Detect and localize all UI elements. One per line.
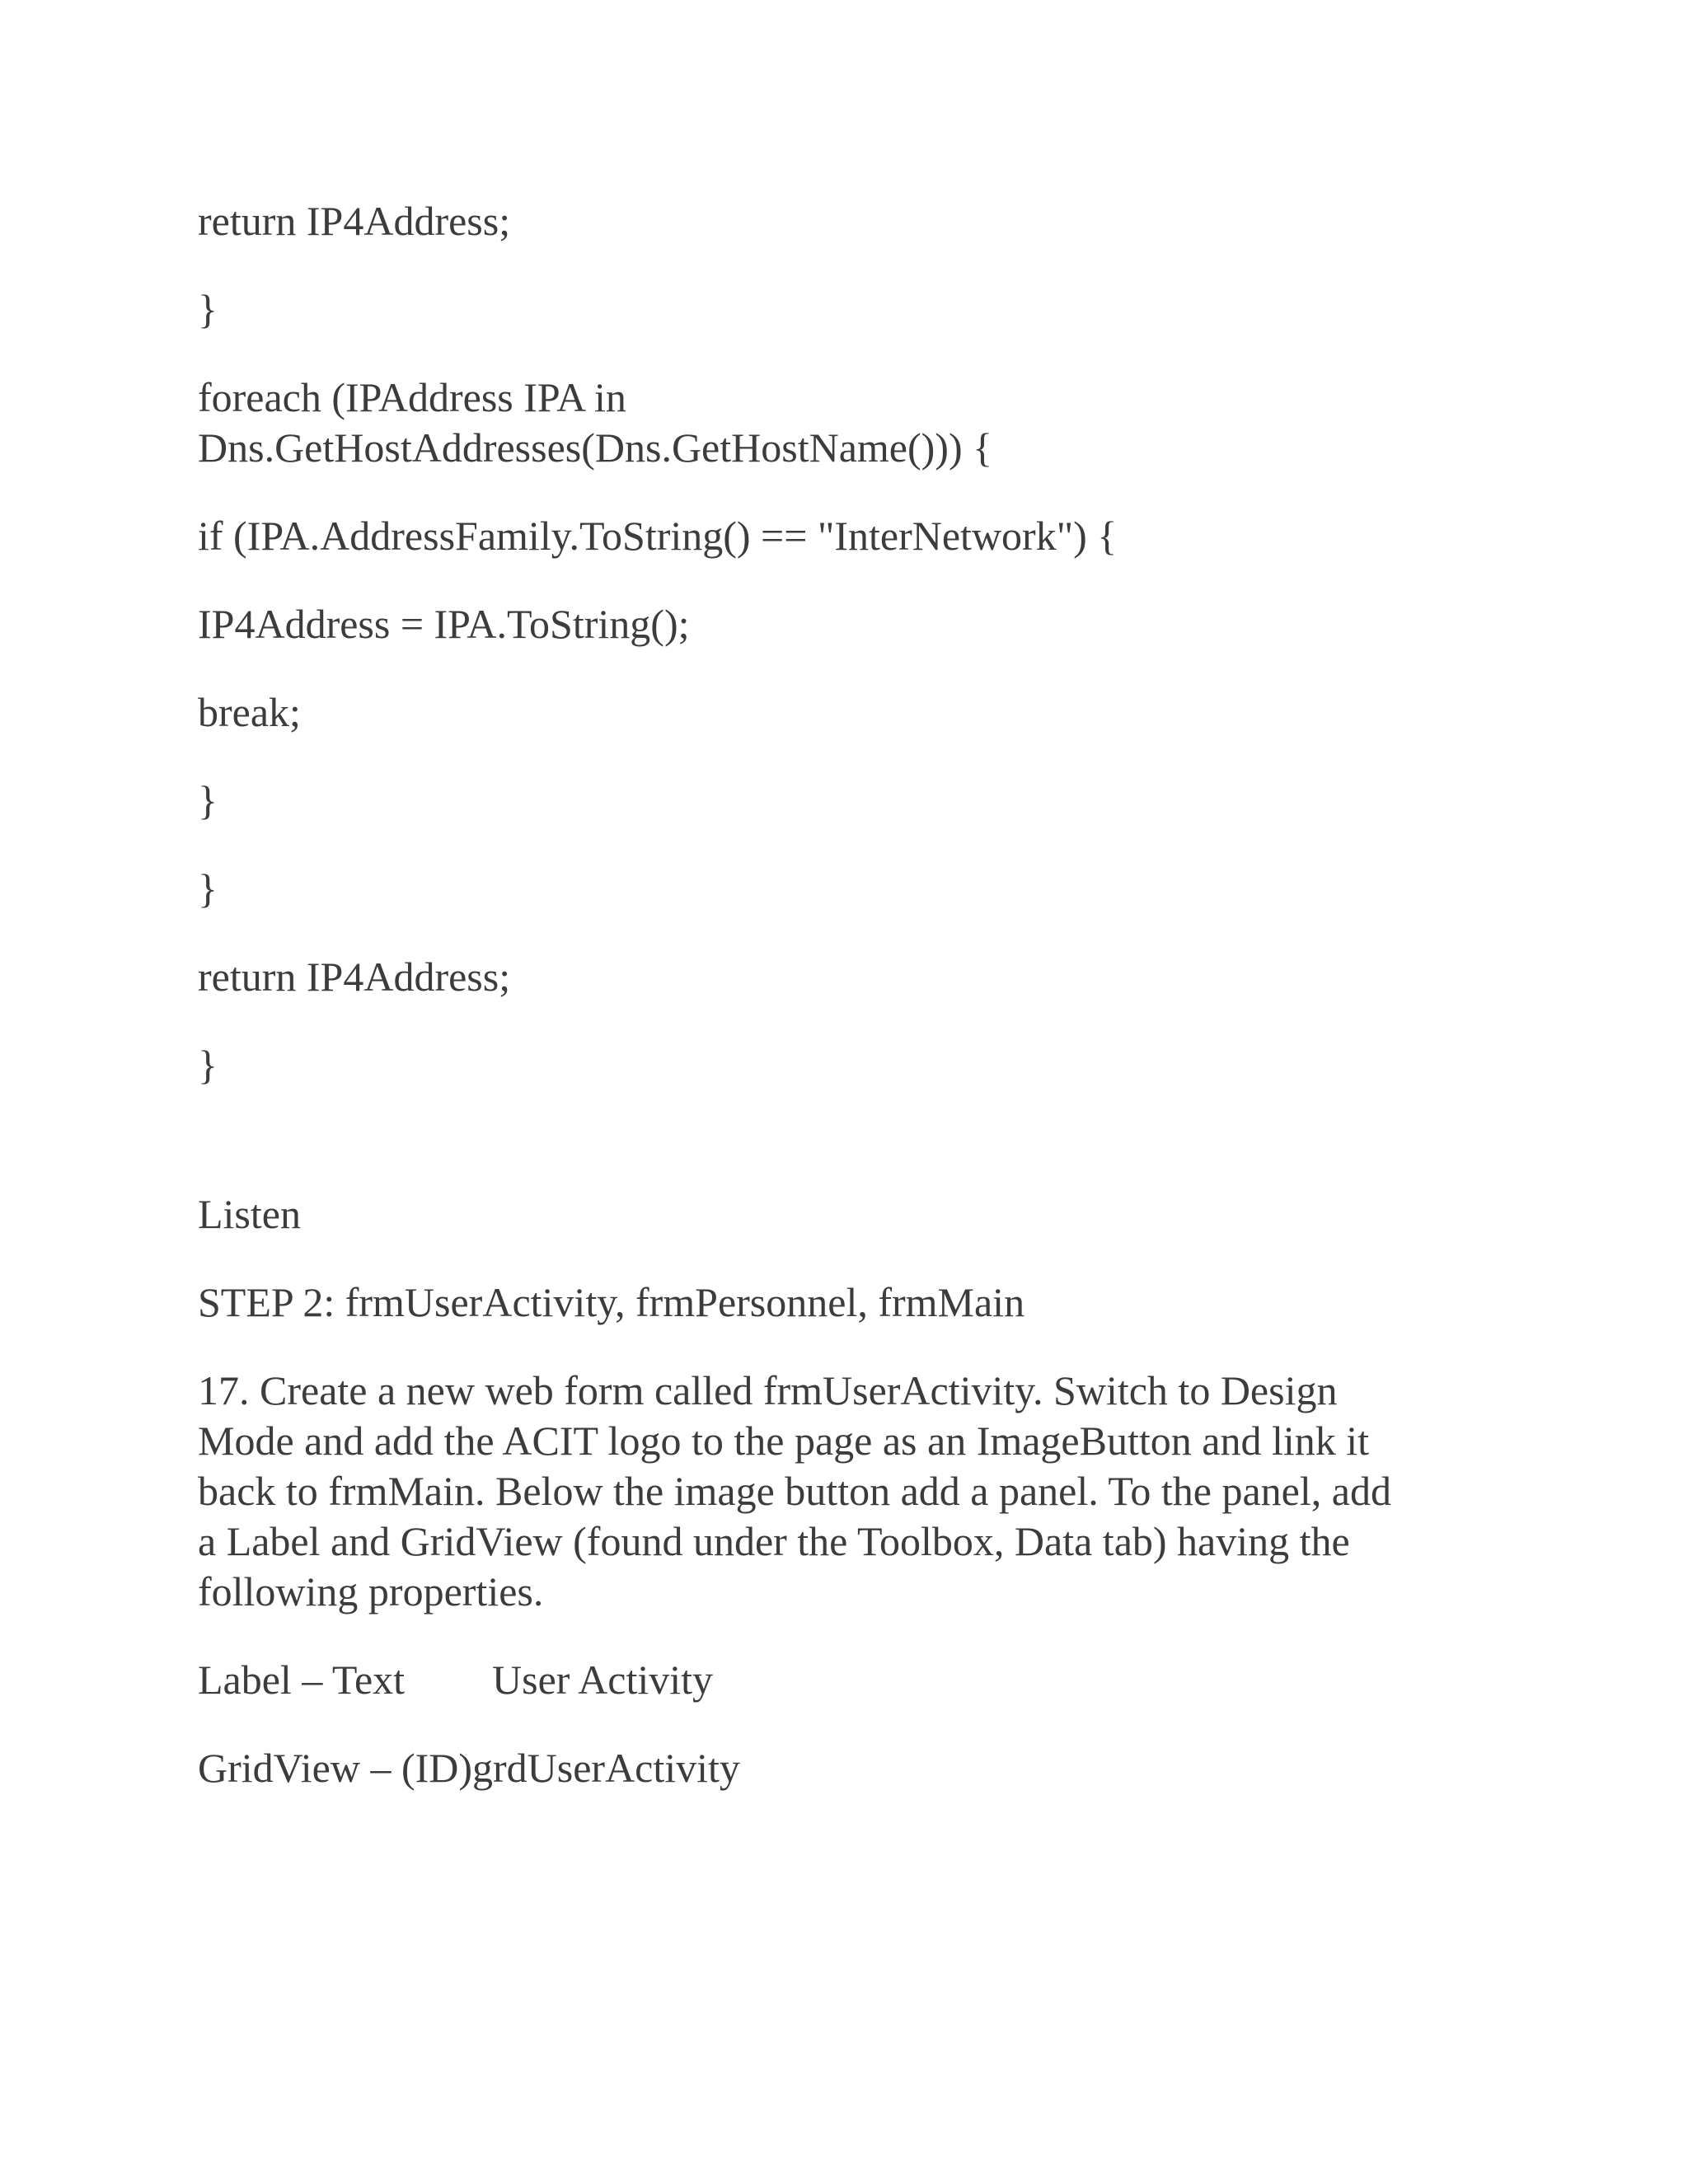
property-value: User Activity: [492, 1657, 714, 1703]
code-line-part: foreach (IPAddress IPA in: [198, 374, 626, 420]
code-line: }: [198, 286, 218, 332]
instruction-line: following properties.: [198, 1568, 544, 1615]
instruction-line: 17. Create a new web form called frmUserActivity. Switch to Design: [198, 1367, 1338, 1413]
document-content: [198, 196, 1500, 1831]
code-line: IP4Address = IPA.ToString();: [198, 601, 690, 647]
code-line: }: [198, 865, 218, 912]
property-name: Label – Text: [198, 1657, 406, 1703]
code-line: if (IPA.AddressFamily.ToString() == "InterNetwork") {: [198, 513, 1118, 559]
property-row: [198, 1655, 1500, 1705]
code-line: return IP4Address;: [198, 198, 511, 244]
listen-label: Listen: [198, 1191, 301, 1237]
instruction-line: a Label and GridView (found under the Toolbox, Data tab) having the: [198, 1518, 1350, 1564]
step-heading: STEP 2: frmUserActivity, frmPersonnel, frmMain: [198, 1279, 1025, 1325]
property-row: [198, 1743, 1500, 1793]
code-line: break;: [198, 689, 301, 735]
instruction-line: Mode and add the ACIT logo to the page as an ImageButton and link it: [198, 1418, 1370, 1464]
code-line-part: Dns.GetHostAddresses(Dns.GetHostName())) {: [198, 424, 993, 471]
code-line: }: [198, 777, 218, 823]
instruction-paragraph: [198, 1366, 1484, 1617]
code-line: return IP4Address;: [198, 954, 511, 1000]
code-line: [198, 373, 1500, 473]
instruction-line: back to frmMain. Below the image button add a panel. To the panel, add: [198, 1468, 1391, 1514]
property-name: GridView – (ID)grdUserActivity: [198, 1745, 740, 1791]
code-line: }: [198, 1042, 218, 1088]
